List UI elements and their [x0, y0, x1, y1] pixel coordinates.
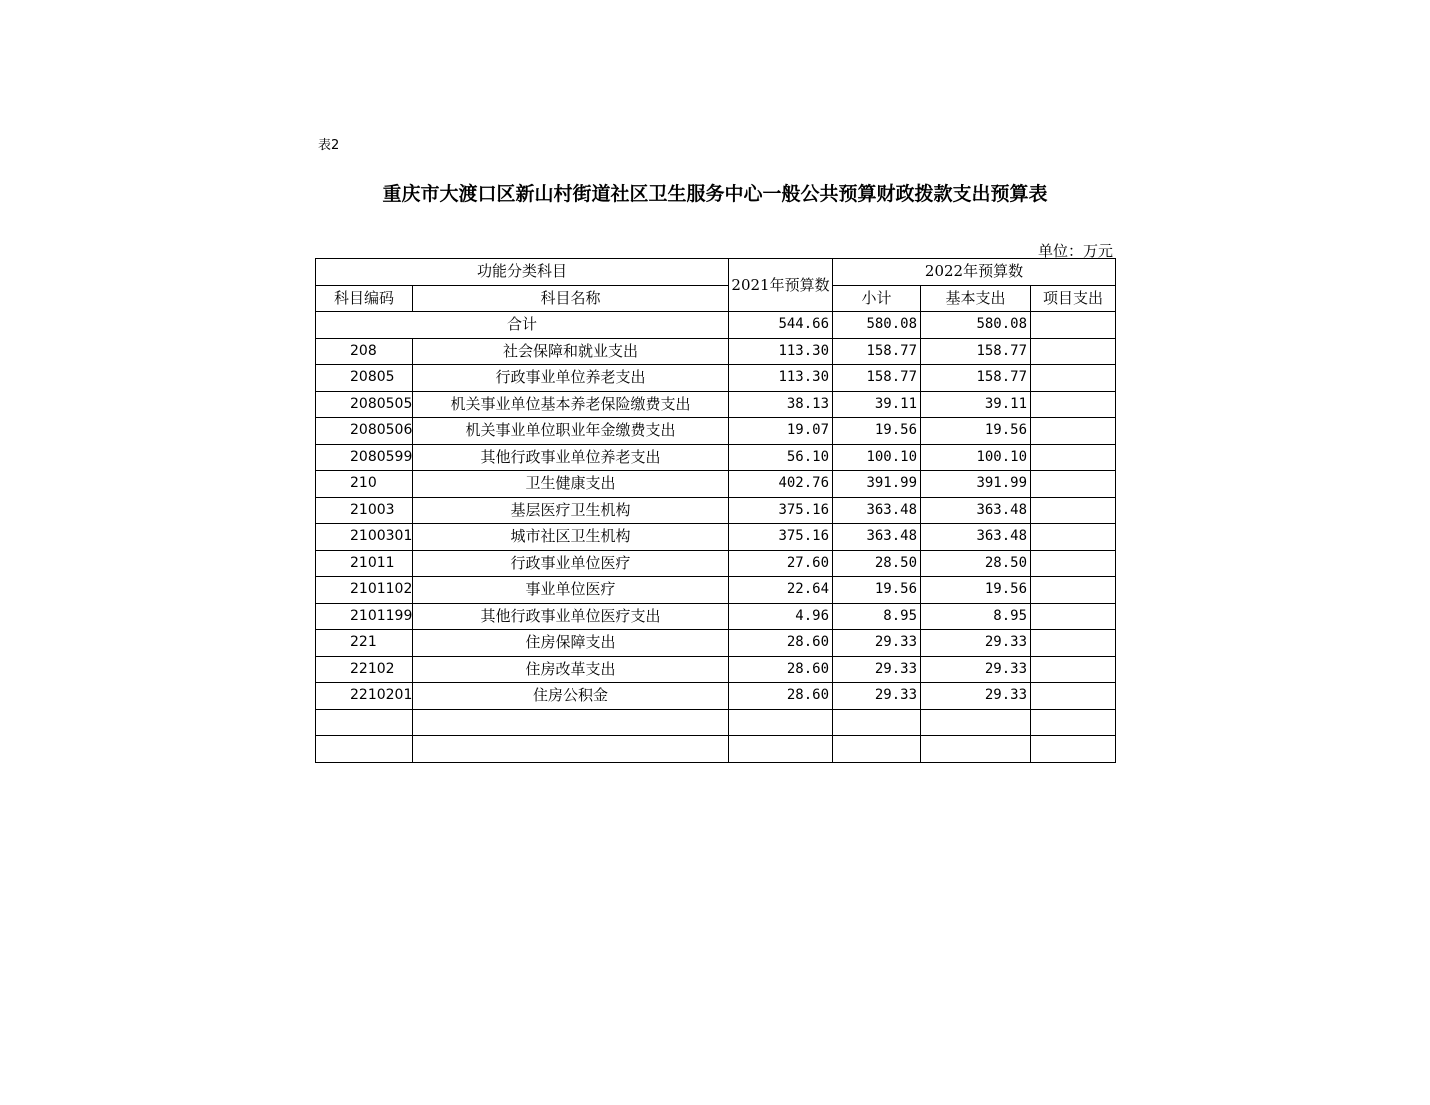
row-budget-2021: 113.30: [729, 338, 833, 365]
row-budget-2021: 28.60: [729, 683, 833, 710]
table-body: [316, 312, 1116, 763]
table-row: [316, 338, 1116, 365]
row-project: [1031, 365, 1116, 392]
table-number-label: 表2: [318, 138, 340, 153]
row-project: [1031, 391, 1116, 418]
header-row-2: [316, 285, 1116, 312]
row-project: [1031, 603, 1116, 630]
row-name: [413, 736, 729, 763]
row-budget-2021: 402.76: [729, 471, 833, 498]
row-code: [316, 736, 413, 763]
row-project: [1031, 709, 1116, 736]
row-subtotal: 29.33: [833, 630, 921, 657]
table-row: [316, 577, 1116, 604]
row-basic: 29.33: [921, 683, 1031, 710]
row-name: 卫生健康支出: [413, 471, 729, 498]
header-name: 科目名称: [413, 285, 729, 312]
row-name: 住房改革支出: [413, 656, 729, 683]
row-name: 基层医疗卫生机构: [413, 497, 729, 524]
row-code: 210: [316, 471, 413, 498]
row-code: 2080599: [316, 444, 413, 471]
row-budget-2021: 28.60: [729, 656, 833, 683]
row-name: 行政事业单位养老支出: [413, 365, 729, 392]
row-code: 2080506: [316, 418, 413, 445]
total-basic: 580.08: [921, 312, 1031, 339]
table-row: [316, 471, 1116, 498]
row-basic: 29.33: [921, 656, 1031, 683]
table-row: [316, 603, 1116, 630]
row-budget-2021: 38.13: [729, 391, 833, 418]
row-name: 社会保障和就业支出: [413, 338, 729, 365]
row-name: 住房保障支出: [413, 630, 729, 657]
total-2021: 544.66: [729, 312, 833, 339]
row-basic: 158.77: [921, 365, 1031, 392]
table-row: [316, 656, 1116, 683]
row-code: 2080505: [316, 391, 413, 418]
row-project: [1031, 736, 1116, 763]
header-code: 科目编码: [316, 285, 413, 312]
row-project: [1031, 630, 1116, 657]
row-budget-2021: [729, 736, 833, 763]
row-basic: 39.11: [921, 391, 1031, 418]
table-row: [316, 497, 1116, 524]
row-subtotal: 19.56: [833, 577, 921, 604]
row-basic: 8.95: [921, 603, 1031, 630]
row-name: 住房公积金: [413, 683, 729, 710]
row-name: 其他行政事业单位医疗支出: [413, 603, 729, 630]
table-row: [316, 550, 1116, 577]
row-basic: 391.99: [921, 471, 1031, 498]
row-subtotal: 19.56: [833, 418, 921, 445]
row-code: 2101199: [316, 603, 413, 630]
row-basic: [921, 736, 1031, 763]
header-basic: 基本支出: [921, 285, 1031, 312]
header-project: 项目支出: [1031, 285, 1116, 312]
row-budget-2021: 27.60: [729, 550, 833, 577]
total-project: [1031, 312, 1116, 339]
document-title: 重庆市大渡口区新山村街道社区卫生服务中心一般公共预算财政拨款支出预算表: [382, 183, 1048, 205]
row-code: [316, 709, 413, 736]
row-budget-2021: 22.64: [729, 577, 833, 604]
row-project: [1031, 683, 1116, 710]
row-project: [1031, 444, 1116, 471]
row-subtotal: 29.33: [833, 683, 921, 710]
header-row-1: [316, 259, 1116, 286]
row-code: 2100301: [316, 524, 413, 551]
row-code: 208: [316, 338, 413, 365]
table-row: [316, 365, 1116, 392]
row-basic: 19.56: [921, 418, 1031, 445]
row-code: 21011: [316, 550, 413, 577]
row-budget-2021: 28.60: [729, 630, 833, 657]
row-project: [1031, 577, 1116, 604]
row-budget-2021: 375.16: [729, 497, 833, 524]
row-budget-2021: 4.96: [729, 603, 833, 630]
row-basic: 29.33: [921, 630, 1031, 657]
row-budget-2021: 375.16: [729, 524, 833, 551]
row-subtotal: [833, 709, 921, 736]
row-basic: 100.10: [921, 444, 1031, 471]
row-project: [1031, 497, 1116, 524]
row-basic: 158.77: [921, 338, 1031, 365]
row-name: 城市社区卫生机构: [413, 524, 729, 551]
row-project: [1031, 524, 1116, 551]
row-name: 机关事业单位基本养老保险缴费支出: [413, 391, 729, 418]
row-code: 22102: [316, 656, 413, 683]
unit-note: 单位：万元: [1037, 242, 1113, 260]
header-function-group: 功能分类科目: [316, 259, 729, 286]
row-name: [413, 709, 729, 736]
row-subtotal: 158.77: [833, 338, 921, 365]
row-code: 20805: [316, 365, 413, 392]
row-basic: 363.48: [921, 497, 1031, 524]
row-project: [1031, 550, 1116, 577]
row-project: [1031, 338, 1116, 365]
row-basic: 19.56: [921, 577, 1031, 604]
row-code: 21003: [316, 497, 413, 524]
row-subtotal: 29.33: [833, 656, 921, 683]
table-row: [316, 683, 1116, 710]
row-code: 2101102: [316, 577, 413, 604]
row-budget-2021: 113.30: [729, 365, 833, 392]
row-project: [1031, 656, 1116, 683]
table-row: [316, 630, 1116, 657]
row-name: 机关事业单位职业年金缴费支出: [413, 418, 729, 445]
table-row: [316, 444, 1116, 471]
row-subtotal: 363.48: [833, 524, 921, 551]
row-code: 221: [316, 630, 413, 657]
header-budget-2022-group: 2022年预算数: [833, 259, 1116, 286]
table-row: [316, 391, 1116, 418]
total-subtotal: 580.08: [833, 312, 921, 339]
row-project: [1031, 418, 1116, 445]
row-basic: 363.48: [921, 524, 1031, 551]
row-name: 其他行政事业单位养老支出: [413, 444, 729, 471]
row-subtotal: 158.77: [833, 365, 921, 392]
row-subtotal: 8.95: [833, 603, 921, 630]
row-budget-2021: 56.10: [729, 444, 833, 471]
row-budget-2021: [729, 709, 833, 736]
budget-table: [315, 258, 1116, 763]
row-budget-2021: 19.07: [729, 418, 833, 445]
table-row: [316, 524, 1116, 551]
row-subtotal: 391.99: [833, 471, 921, 498]
table-row: [316, 736, 1116, 763]
header-budget-2021: 2021年预算数: [729, 259, 833, 312]
total-label: 合计: [316, 312, 729, 339]
row-basic: 28.50: [921, 550, 1031, 577]
row-name: 事业单位医疗: [413, 577, 729, 604]
row-basic: [921, 709, 1031, 736]
total-row: [316, 312, 1116, 339]
row-name: 行政事业单位医疗: [413, 550, 729, 577]
row-subtotal: 39.11: [833, 391, 921, 418]
header-subtotal: 小计: [833, 285, 921, 312]
row-code: 2210201: [316, 683, 413, 710]
table-row: [316, 418, 1116, 445]
row-subtotal: 100.10: [833, 444, 921, 471]
row-subtotal: [833, 736, 921, 763]
row-subtotal: 363.48: [833, 497, 921, 524]
table-row: [316, 709, 1116, 736]
row-project: [1031, 471, 1116, 498]
row-subtotal: 28.50: [833, 550, 921, 577]
